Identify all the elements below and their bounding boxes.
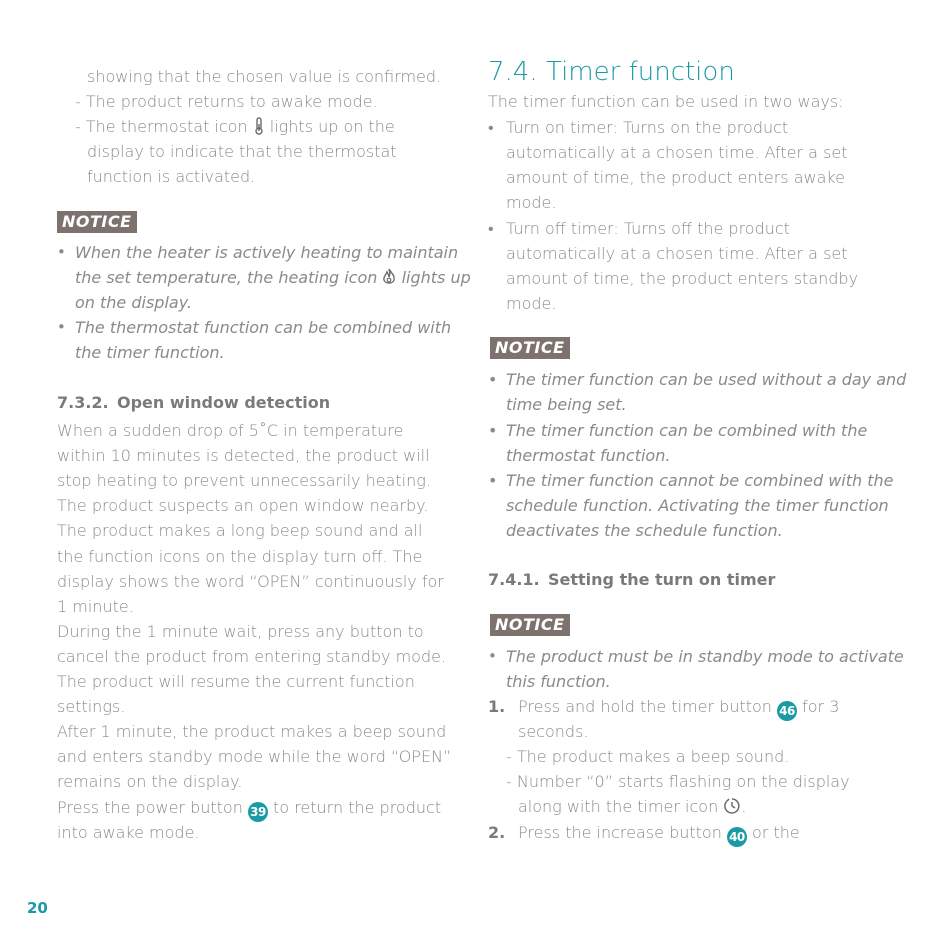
- subsection-number: 7.4.1.: [488, 570, 540, 589]
- text-part: or the: [752, 823, 800, 842]
- bullet-text: mode.: [506, 294, 557, 313]
- text-line: display to indicate that the thermostat: [87, 142, 397, 161]
- dash-item-text: Number “0” starts flashing on the display: [516, 772, 850, 791]
- text-part: Press the power button: [57, 798, 243, 817]
- notice-text: this function.: [506, 672, 611, 691]
- notice-text: time being set.: [506, 395, 627, 414]
- text-line: function is activated.: [87, 167, 256, 186]
- bullet-marker: •: [488, 471, 498, 490]
- notice-text-part: the set temperature, the heating icon: [75, 268, 378, 287]
- notice-text: The timer function can be combined with the: [506, 421, 868, 440]
- bullet-text: Turn on timer: Turns on the product: [506, 118, 789, 137]
- body-line: 1 minute.: [57, 597, 134, 616]
- dash-item: - Number “0” starts flashing on the display: [506, 772, 850, 791]
- flame-icon: [382, 268, 396, 293]
- bullet-text: automatically at a chosen time. After a set: [506, 244, 848, 263]
- body-line: within 10 minutes is detected, the product will: [57, 446, 430, 465]
- notice-text: deactivates the schedule function.: [506, 521, 783, 540]
- step-number: 2.: [488, 823, 506, 842]
- page-number: 20: [27, 899, 48, 917]
- notice-text: the timer function.: [75, 343, 225, 362]
- bullet-marker: •: [488, 219, 494, 238]
- notice-label: NOTICE: [57, 211, 137, 233]
- section-heading: [57, 393, 330, 412]
- page-title: [488, 57, 735, 87]
- step-text: [518, 694, 839, 721]
- notice-text: When the heater is actively heating to maintain: [75, 243, 459, 262]
- bullet-marker: •: [488, 118, 494, 137]
- body-line: The product suspects an open window nearby.: [57, 496, 429, 515]
- text-line: [518, 794, 746, 822]
- section-title: Open window detection: [117, 393, 331, 412]
- notice-text: on the display.: [75, 293, 193, 312]
- body-line: the function icons on the display turn off. The: [57, 547, 423, 566]
- notice-text: schedule function. Activating the timer function: [506, 496, 889, 515]
- notice-text: The product must be in standby mode to activate: [506, 647, 904, 666]
- bullet-marker: •: [488, 370, 498, 389]
- notice-text-part: lights up: [401, 268, 471, 287]
- dash-item: - The product returns to awake mode.: [75, 92, 378, 111]
- notice-label: NOTICE: [490, 614, 570, 636]
- body-line: cancel the product from entering standby mode.: [57, 647, 447, 666]
- dash-item-text: The product makes a beep sound.: [516, 747, 790, 766]
- dash-item: - The thermostat icon lights up on the: [75, 114, 395, 142]
- bullet-text: Turn off timer: Turns off the product: [506, 219, 790, 238]
- step-text: seconds.: [518, 722, 589, 741]
- text-part: Press and hold the timer button: [518, 697, 772, 716]
- text-line: [57, 795, 441, 822]
- text-line: showing that the chosen value is confirmed.: [87, 67, 442, 86]
- subsection-title: Setting the turn on timer: [548, 570, 776, 589]
- text-line: into awake mode.: [57, 823, 200, 842]
- notice-text: The timer function can be used without a day and: [506, 370, 907, 389]
- notice-text: The timer function cannot be combined with the: [506, 471, 894, 490]
- dash-item-text: The product returns to awake mode.: [85, 92, 378, 111]
- notice-text: [75, 265, 471, 293]
- body-line: The product will resume the current function: [57, 672, 415, 691]
- section-number: 7.3.2.: [57, 393, 109, 412]
- bullet-text: automatically at a chosen time. After a set: [506, 143, 848, 162]
- dash-item-text: lights up on the: [269, 117, 395, 136]
- body-line: After 1 minute, the product makes a beep sound: [57, 722, 447, 741]
- text-part: along with the timer icon: [518, 797, 719, 816]
- body-line: During the 1 minute wait, press any button to: [57, 622, 424, 641]
- body-line: and enters standby mode while the word “OPEN”: [57, 747, 452, 766]
- body-line: display shows the word “OPEN” continuously for: [57, 572, 444, 591]
- timer-icon: [723, 797, 741, 822]
- body-line: stop heating to prevent unnecessarily heating.: [57, 471, 431, 490]
- subsection-heading: [488, 570, 775, 589]
- notice-label: NOTICE: [490, 337, 570, 359]
- increase-button-badge: 40: [727, 827, 747, 847]
- text-part: for 3: [802, 697, 840, 716]
- body-line: The product makes a long beep sound and all: [57, 521, 423, 540]
- bullet-text: amount of time, the product enters standby: [506, 269, 859, 288]
- heading-title: Timer function: [546, 57, 735, 87]
- notice-text: The thermostat function can be combined with: [75, 318, 452, 337]
- dash-item-text: The thermostat icon: [85, 117, 248, 136]
- text-part: .: [741, 797, 747, 816]
- power-button-badge: 39: [248, 802, 268, 822]
- bullet-text: mode.: [506, 193, 557, 212]
- text-part: Press the increase button: [518, 823, 722, 842]
- timer-button-badge: 46: [777, 701, 797, 721]
- bullet-marker: •: [488, 421, 498, 440]
- step-text: [518, 820, 800, 847]
- body-line: remains on the display.: [57, 772, 243, 791]
- body-line: When a sudden drop of 5˚C in temperature: [57, 421, 404, 440]
- text-part: to return the product: [273, 798, 442, 817]
- body-line: settings.: [57, 697, 126, 716]
- dash-item: - The product makes a beep sound.: [506, 747, 790, 766]
- bullet-text: amount of time, the product enters awake: [506, 168, 845, 187]
- heading-number: 7.4.: [488, 57, 538, 87]
- notice-text: thermostat function.: [506, 446, 671, 465]
- step-number: 1.: [488, 697, 506, 716]
- text-line: The timer function can be used in two ways:: [488, 92, 844, 111]
